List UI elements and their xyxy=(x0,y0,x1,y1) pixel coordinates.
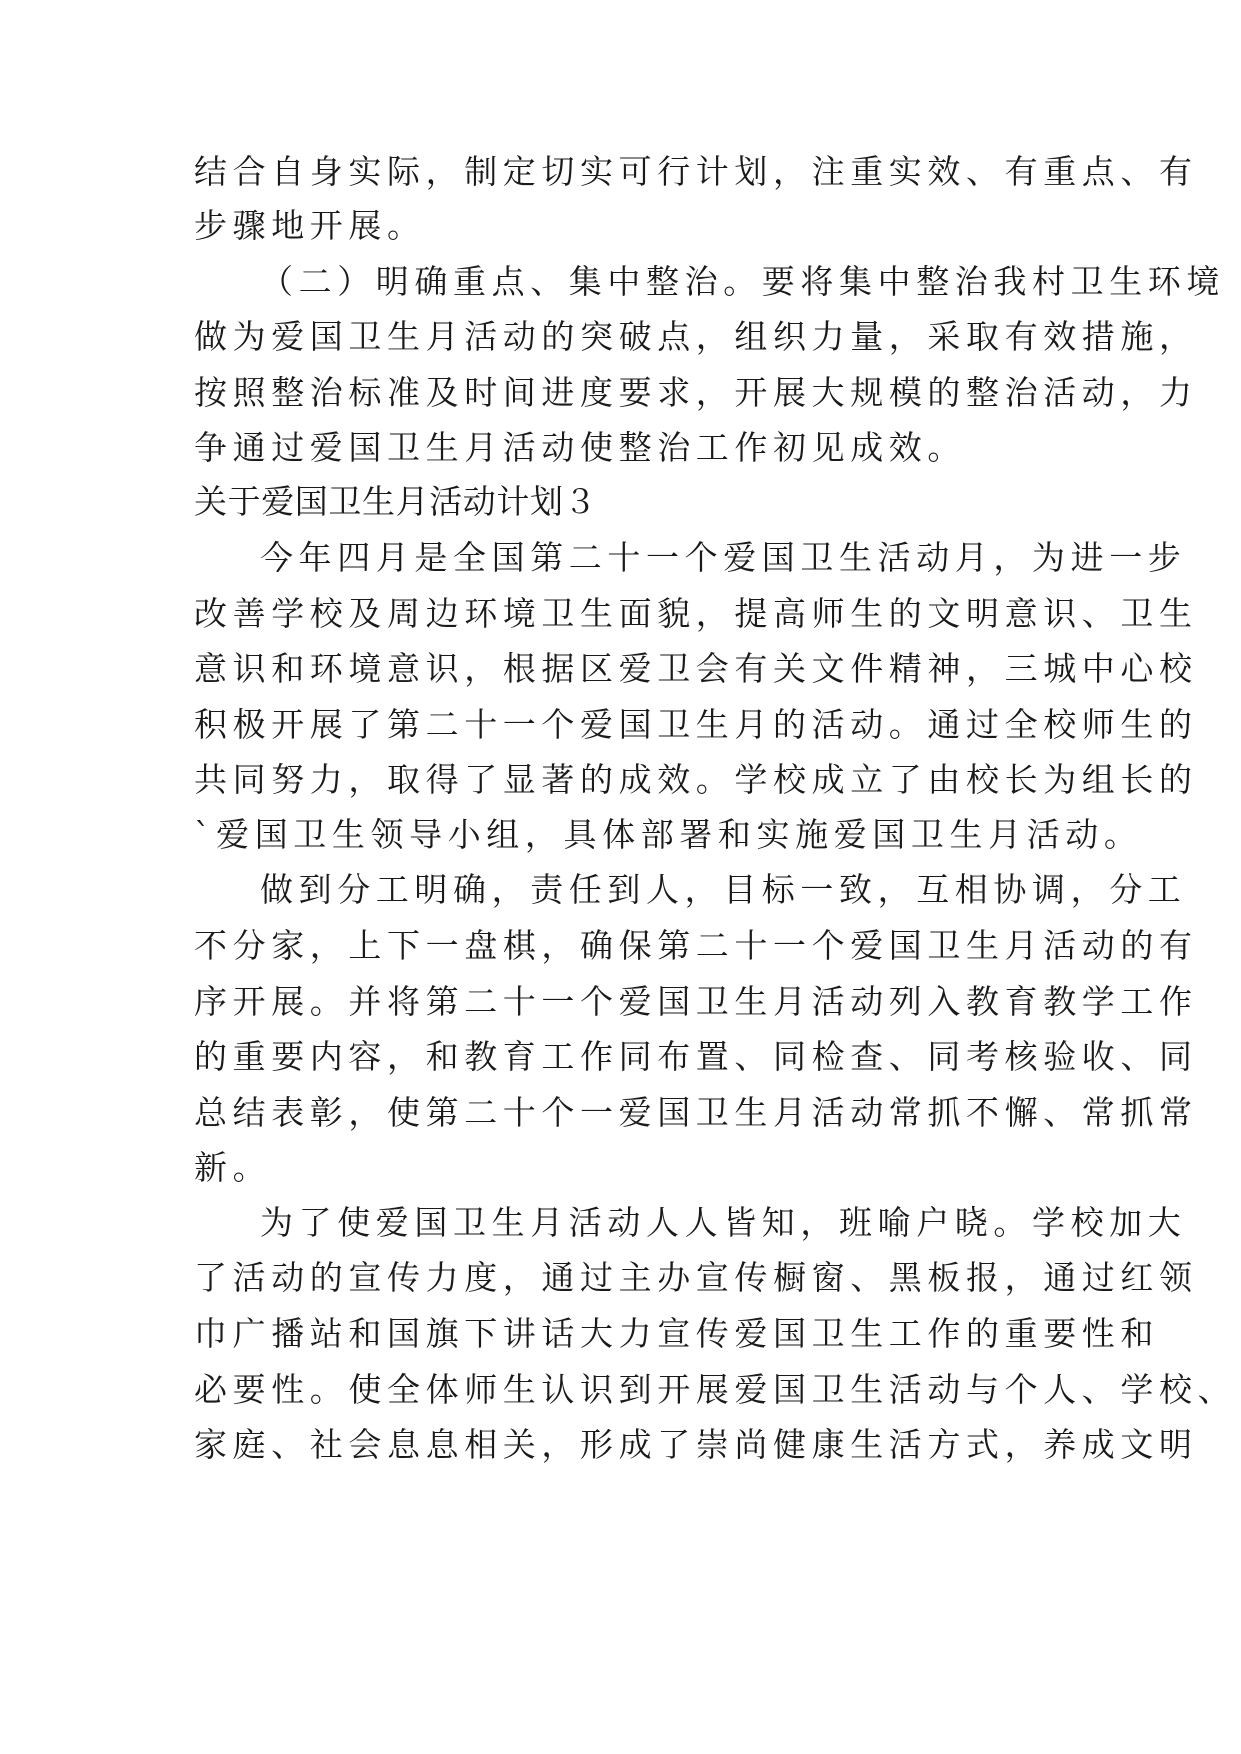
text-line: 积极开展了第二十一个爱国卫生月的活动。通过全校师生的 xyxy=(194,705,1198,744)
text-line: 了活动的宣传力度，通过主办宣传橱窗、黑板报，通过红领 xyxy=(194,1258,1198,1297)
text-line: 按照整治标准及时间进度要求，开展大规模的整治活动，力 xyxy=(194,373,1198,412)
text-line: 做为爱国卫生月活动的突破点，组织力量，采取有效措施， xyxy=(194,317,1198,356)
text-line: 序开展。并将第二十一个爱国卫生月活动列入教育教学工作 xyxy=(194,982,1198,1021)
text-line: 的重要内容，和教育工作同布置、同检查、同考核验收、同 xyxy=(194,1037,1198,1076)
text-line: 争通过爱国卫生月活动使整治工作初见成效。 xyxy=(194,428,966,467)
text-line: 共同努力，取得了显著的成效。学校成立了由校长为组长的 xyxy=(194,760,1198,799)
text-line: 为了使爱国卫生月活动人人皆知，班喻户晓。学校加大 xyxy=(260,1203,1187,1242)
text-line: 总结表彰，使第二十个一爱国卫生月活动常抓不懈、常抓常 xyxy=(194,1093,1198,1132)
text-line: 改善学校及周边环境卫生面貌，提高师生的文明意识、卫生 xyxy=(194,594,1198,633)
text-line: 巾广播站和国旗下讲话大力宣传爱国卫生工作的重要性和 xyxy=(194,1314,1159,1353)
text-line: 今年四月是全国第二十一个爱国卫生活动月，为进一步 xyxy=(260,538,1187,577)
text-line: 步骤地开展。 xyxy=(194,206,426,245)
text-line: 做到分工明确，责任到人，目标一致，互相协调，分工 xyxy=(260,870,1187,909)
document-title: 关于爱国卫生月活动计划３ xyxy=(194,482,598,521)
text-line: 意识和环境意识，根据区爱卫会有关文件精神，三城中心校 xyxy=(194,649,1198,688)
text-line: 新。 xyxy=(194,1148,272,1187)
text-line: `爱国卫生领导小组，具体部署和实施爱国卫生月活动。 xyxy=(194,815,1143,854)
section-heading: （二）明确重点、集中整治。要将集中整治我村卫生环境 xyxy=(260,262,1225,301)
text-line: 不分家，上下一盘棋，确保第二十一个爱国卫生月活动的有 xyxy=(194,926,1198,965)
text-line: 必要性。使全体师生认识到开展爱国卫生活动与个人、学校、 xyxy=(194,1370,1237,1409)
text-line: 家庭、社会息息相关，形成了崇尚健康生活方式，养成文明 xyxy=(194,1425,1198,1464)
text-line: 结合自身实际，制定切实可行计划，注重实效、有重点、有 xyxy=(194,152,1198,191)
